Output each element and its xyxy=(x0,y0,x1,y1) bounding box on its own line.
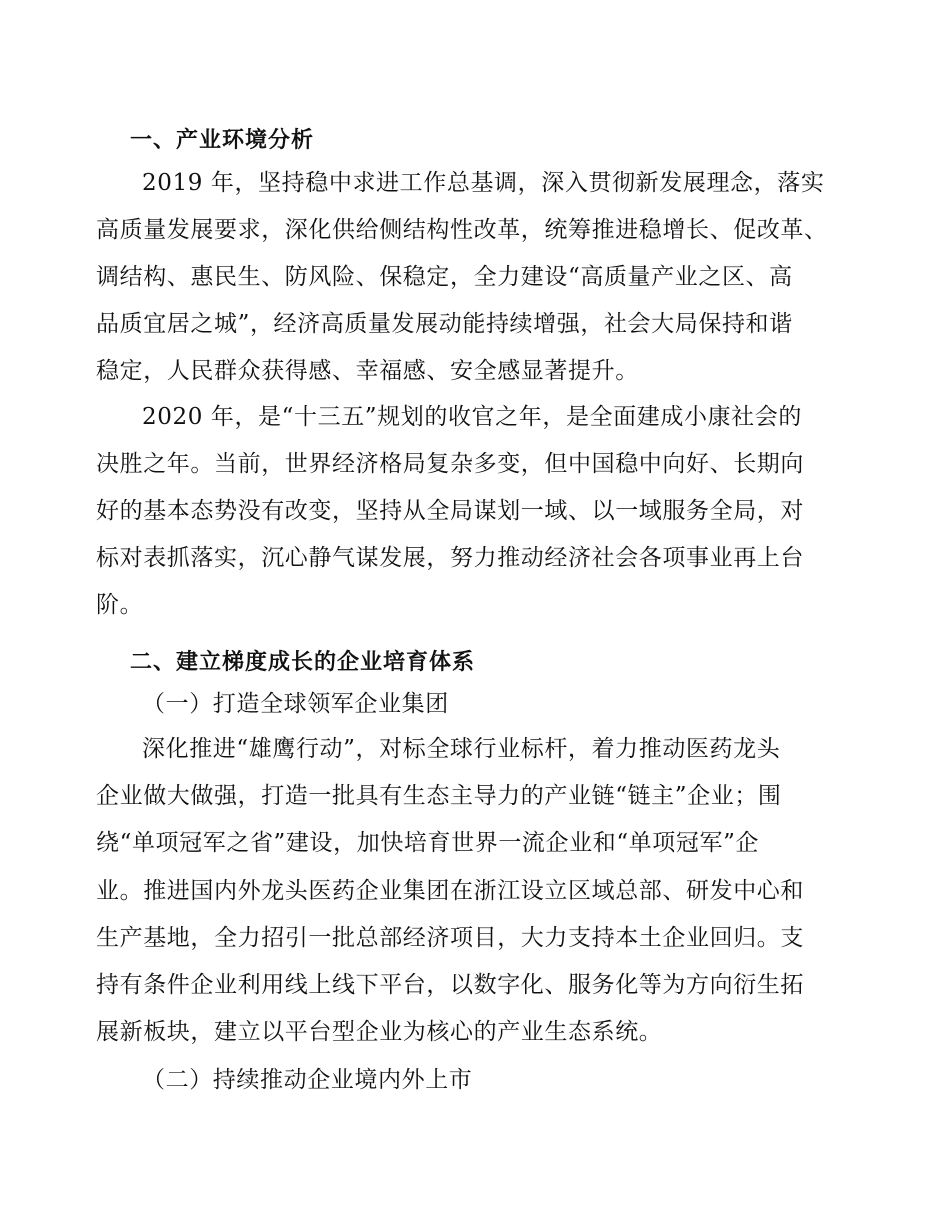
paragraph-line: 标对表抓落实，沉心静气谋发展，努力推动经济社会各项事业再上台 xyxy=(96,545,804,571)
paragraph-line: 业。推进国内外龙头医药企业集团在浙江设立区域总部、研发中心和 xyxy=(96,878,804,904)
section-heading-enterprise-cultivation: 二、建立梯度成长的企业培育体系 xyxy=(130,650,476,675)
paragraph-line: 2020 年，是“十三五”规划的收官之年，是全面建成小康社会的 xyxy=(142,404,802,430)
paragraph-line: 2019 年，坚持稳中求进工作总基调，深入贯彻新发展理念，落实 xyxy=(142,170,825,196)
paragraph-line: 高质量发展要求，深化供给侧结构性改革，统筹推进稳增长、促改革、 xyxy=(96,217,828,243)
paragraph-line: 好的基本态势没有改变，坚持从全局谋划一域、以一域服务全局，对 xyxy=(96,498,804,524)
paragraph-line: 调结构、惠民生、防风险、保稳定，全力建设“高质量产业之区、高 xyxy=(96,264,793,290)
paragraph-line: 持有条件企业利用线上线下平台，以数字化、服务化等为方向衍生拓 xyxy=(96,972,804,998)
paragraph-line: 决胜之年。当前，世界经济格局复杂多变，但中国稳中向好、长期向 xyxy=(96,451,804,477)
subsection-heading-global-leaders: （一）打造全球领军企业集团 xyxy=(142,691,449,717)
paragraph-line: 企业做大做强，打造一批具有生态主导力的产业链“链主”企业；围 xyxy=(96,783,782,809)
subsection-heading-listing: （二）持续推动企业境内外上市 xyxy=(142,1067,473,1093)
paragraph-line: 稳定，人民群众获得感、幸福感、安全感显著提升。 xyxy=(96,358,639,384)
paragraph-line: 阶。 xyxy=(96,592,144,618)
section-heading-industry-environment: 一、产业环境分析 xyxy=(130,128,315,153)
paragraph-line: 品质宜居之城”，经济高质量发展动能持续增强，社会大局保持和谐 xyxy=(96,311,793,337)
paragraph-line: 深化推进“雄鹰行动”，对标全球行业标杆，着力推动医药龙头 xyxy=(142,736,781,762)
paragraph-line: 生产基地，全力招引一批总部经济项目，大力支持本土企业回归。支 xyxy=(96,925,804,951)
paragraph-line: 绕“单项冠军之省”建设，加快培育世界一流企业和“单项冠军”企 xyxy=(96,830,760,856)
paragraph-line: 展新板块，建立以平台型企业为核心的产业生态系统。 xyxy=(96,1019,663,1045)
